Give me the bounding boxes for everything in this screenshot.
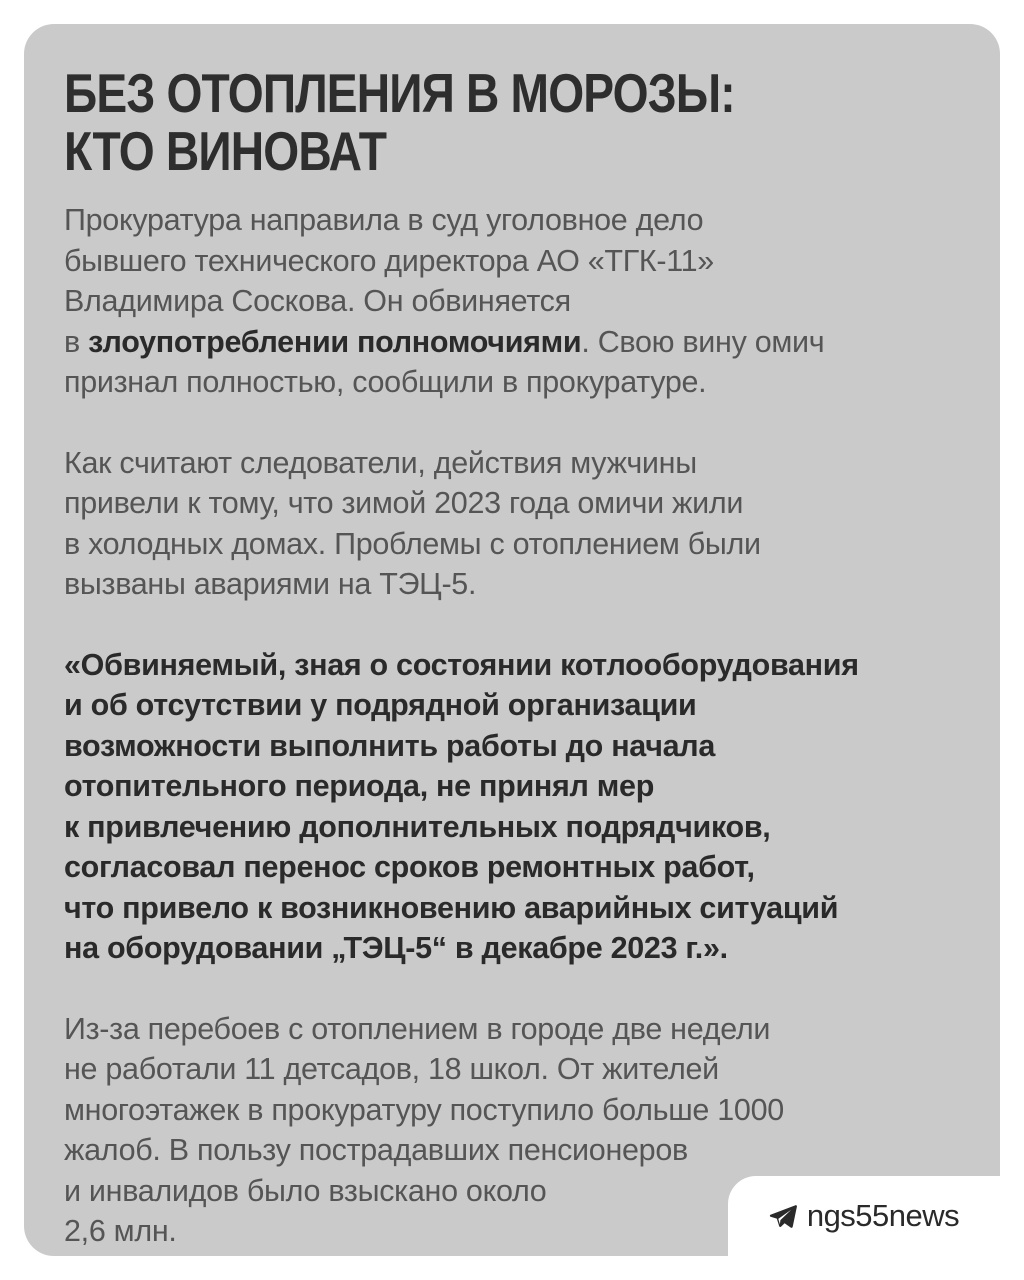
text-line: Из-за перебоев с отоплением в городе две недели <box>64 1011 771 1046</box>
quote-line: и об отсутствии у подрядной организации <box>64 688 697 722</box>
quote-paragraph <box>64 645 964 969</box>
quote-line: согласовал перенос сроков ремонтных работ, <box>64 850 755 884</box>
text-line: 2,6 млн. <box>64 1214 177 1248</box>
channel-badge[interactable] <box>728 1176 1000 1256</box>
text-fragment: . Свою вину омич <box>581 324 825 359</box>
quote-line: возможности выполнить работы до начала <box>64 728 716 763</box>
title-line: БЕЗ ОТОПЛЕНИЯ В МОРОЗЫ: <box>64 62 735 124</box>
quote-line: «Обвиняемый, зная о состоянии котлооборудования <box>64 647 859 682</box>
text-line: привели к тому, что зимой 2023 года омичи жили <box>64 486 744 520</box>
quote-line: что привело к возникновению аварийных ситуаций <box>64 890 839 925</box>
text-line: не работали 11 детсадов, 18 школ. От жителей <box>64 1052 719 1086</box>
paragraph-intro <box>64 200 964 403</box>
quote-line: к привлечению дополнительных подрядчиков, <box>64 809 771 844</box>
text-line: Владимира Соскова. Он обвиняется <box>64 284 571 318</box>
text-fragment: в <box>64 324 89 359</box>
telegram-icon <box>769 1204 797 1228</box>
text-line: жалоб. В пользу пострадавших пенсионеров <box>64 1133 688 1167</box>
text-line: бывшего технического директора АО «ТГК-11» <box>64 243 714 278</box>
text-line <box>64 322 964 363</box>
channel-handle: ngs55news <box>806 1198 960 1233</box>
text-line: Как считают следователи, действия мужчины <box>64 445 697 480</box>
article-body <box>64 200 964 1252</box>
text-line: в холодных домах. Проблемы с отоплением были <box>64 526 761 561</box>
text-line: Прокуратура направила в суд уголовное дело <box>64 203 704 237</box>
quote-line: на оборудовании „ТЭЦ-5“ в декабре 2023 г.». <box>64 931 728 965</box>
highlighted-link-text[interactable]: злоупотреблении полномочиями <box>88 324 582 359</box>
article-title <box>64 64 988 180</box>
paragraph-investigators <box>64 443 964 605</box>
text-line: признал полностью, сообщили в прокуратуре. <box>64 365 707 399</box>
text-line: многоэтажек в прокуратуру поступило больше 1000 <box>64 1092 784 1127</box>
quote-line: отопительного периода, не принял мер <box>64 769 655 803</box>
text-line: вызваны авариями на ТЭЦ-5. <box>64 567 477 601</box>
article-card <box>24 24 1000 1256</box>
title-line: КТО ВИНОВАТ <box>64 120 387 182</box>
text-line: и инвалидов было взыскано около <box>64 1173 547 1208</box>
